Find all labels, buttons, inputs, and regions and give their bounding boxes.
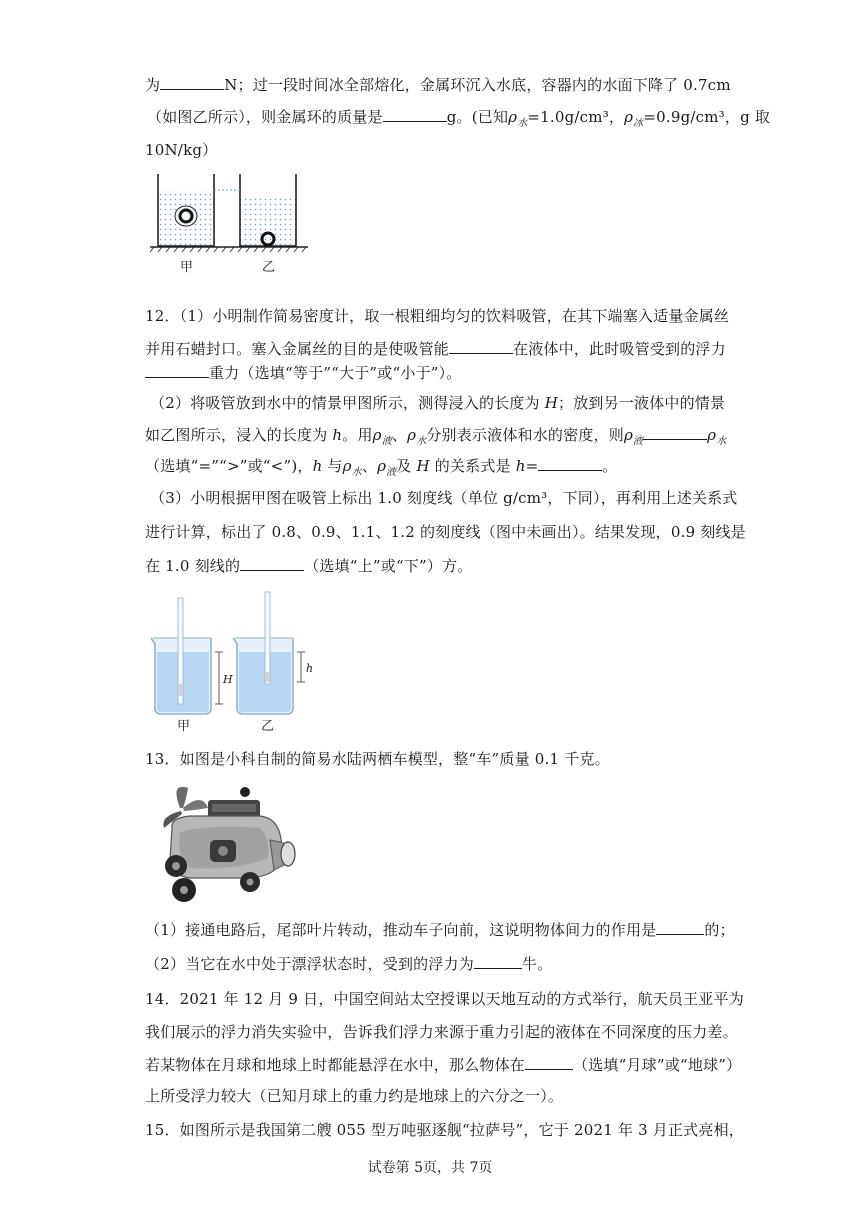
q13-figure-car-model: [150, 778, 300, 908]
answer-blank[interactable]: [538, 455, 602, 471]
q12-line-5: 如乙图所示，浸入的长度为 h。用$\rho_液$、$\rho_水$分别表示液体和水的密度，则$\rho_液$ $\rho_水$: [145, 426, 727, 447]
figure-label-jia: 甲: [180, 260, 194, 275]
q13-line-2: （1）接通电路后，尾部叶片转动，推动车子向前，这说明物体间力的作用是 的；: [145, 921, 735, 939]
q12-line-1: 12．（1）小明制作简易密度计，取一根粗细均匀的饮料吸管，在其下端塞入适量金属丝: [145, 307, 730, 325]
q14-line-2: 我们展示的浮力消失实验中，告诉我们浮力来源于重力引起的液体在不同深度的压力差。: [145, 1023, 738, 1041]
figure-label-yi: 乙: [261, 719, 275, 734]
answer-blank[interactable]: [643, 424, 707, 440]
q14-line-4: 上所受浮力较大（已知月球上的重力约是地球上的六分之一）。: [145, 1087, 564, 1105]
q15-line-1: 15．如图所示是我国第二艘 055 型万吨驱逐舰“拉萨号”，它于 2021 年 3 月正式亮相，: [145, 1121, 744, 1139]
q11-line-3: 10N/kg）: [145, 141, 218, 159]
page-footer: 试卷第 5页，共 7页: [367, 1160, 493, 1176]
answer-blank[interactable]: [474, 953, 522, 969]
q13-line-3: （2）当它在水中处于漂浮状态时，受到的浮力为 牛。: [145, 955, 553, 973]
figure-h-label: h: [306, 662, 314, 675]
q12-line-3-draw: 重力（选填“等于”“大于”或“小于”）。: [145, 362, 462, 383]
answer-blank[interactable]: [525, 1054, 573, 1070]
q12-line-7: （3）小明根据甲图在吸管上标出 1.0 刻度线（单位 g/cm³，下同），再利用上述关系式: [150, 489, 738, 507]
answer-blank[interactable]: [240, 555, 304, 571]
figure-label-jia: 甲: [177, 719, 191, 734]
figure-label-yi: 乙: [262, 260, 276, 275]
q11-figure-containers: [148, 172, 313, 275]
q11-line-1: 为 N；过一段时间冰全部熔化，金属环沉入水底，容器内的水面下降了 0.7cm: [145, 76, 731, 94]
q14-line-1: 14．2021 年 12 月 9 日，中国空间站太空授课以天地互动的方式举行，航天员王亚平为: [145, 990, 744, 1008]
q12-line-8: 进行计算，标出了 0.8、0.9、1.1、1.2 的刻度线（图中未画出）。结果发现，0.9 刻线是: [145, 523, 746, 541]
figure-H-label: H: [223, 673, 233, 686]
answer-blank[interactable]: [383, 106, 447, 122]
q13-line-1: 13．如图是小科自制的简易水陆两栖车模型，整“车”质量 0.1 千克。: [145, 750, 610, 768]
q11-line-2: （如图乙所示），则金属环的质量是 g。(已知$\rho_水=1.0g$/cm³，$\rho_冰=0.9g$/cm³，g 取: [147, 108, 771, 129]
q12-figure-beakers: [145, 590, 325, 732]
q12-line-4: （2）将吸管放到水中的情景甲图所示，测得浸入的长度为 H；放到另一液体中的情景: [150, 394, 726, 412]
q12-line-9: 在 1.0 刻线的 （选填“上”或“下”）方。: [145, 557, 473, 575]
answer-blank[interactable]: [145, 362, 209, 378]
answer-blank[interactable]: [160, 74, 224, 90]
q14-line-3: 若某物体在月球和地球上时都能悬浮在水中，那么物体在 （选填“月球”或“地球”）: [145, 1056, 742, 1074]
answer-blank[interactable]: [656, 919, 704, 935]
q12-line-2: 并用石蜡封口。塞入金属丝的目的是使吸管能 在液体中，此时吸管受到的浮力: [145, 340, 726, 358]
q12-line-6: （选填“=”“>”或“<”)，h 与$\rho_水$、$\rho_液$及 H 的关系式是 h= 。: [145, 457, 618, 478]
answer-blank[interactable]: [449, 338, 513, 354]
